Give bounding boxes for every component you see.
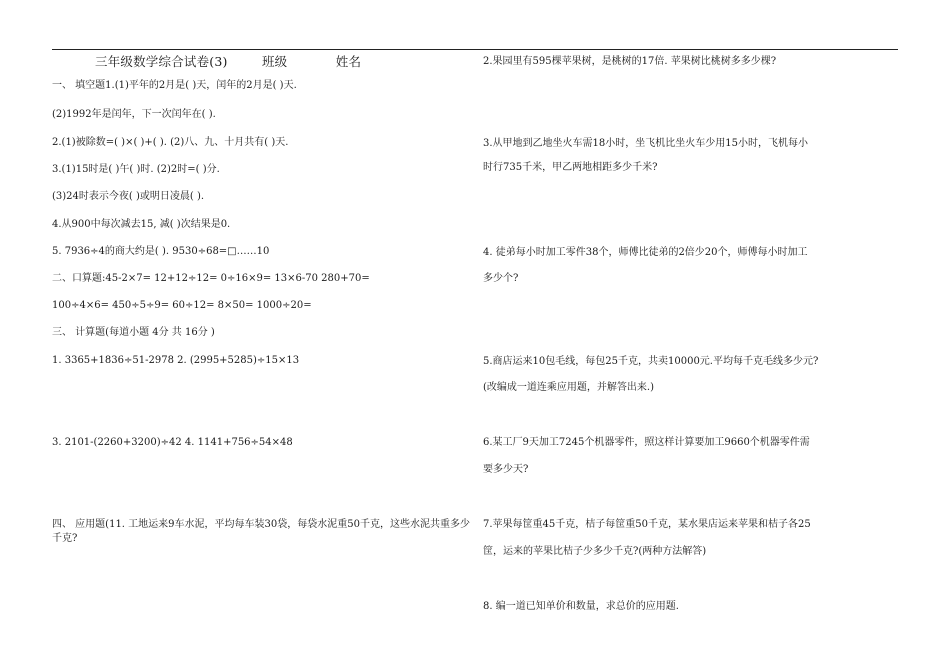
word-problem-2: 2.果园里有595棵苹果树，是桃树的17倍. 苹果树比桃树多多少棵? [483, 56, 777, 67]
fill-blank-q2: 2.(1)被除数=( )×( )+( ). (2)八、九、十月共有( )天. [52, 137, 289, 148]
word-problem-1: 四、 应用题(11. 工地运来9车水泥，平均每车装30袋，每袋水泥重50千克，这些水泥共重多少千克? [52, 519, 470, 544]
calculation-row-1: 1. 3365+1836÷51-2978 2. (2995+5285)÷15×13 [52, 355, 300, 366]
word-problem-4-line-2: 多少个? [483, 273, 519, 284]
fill-blank-q3: 3.(1)15时是( )午( )时. (2)2时=( )分. [52, 164, 220, 175]
word-problem-6-line-2: 要多少天? [483, 464, 529, 475]
word-problem-7-line-2: 筐，运来的苹果比桔子少多少千克?(两种方法解答) [483, 546, 707, 557]
exam-title: 三年级数学综合试卷(3) [95, 54, 228, 69]
mental-math-row-2: 100÷4×6= 450÷5÷9= 60÷12= 8×50= 1000÷20= [52, 300, 312, 311]
fill-blank-q1: 一、 填空题1.(1)平年的2月是( )天，闰年的2月是( )天. [52, 80, 297, 91]
calculation-section-title: 三、 计算题(每道小题 4分 共 16分 ) [52, 327, 215, 338]
word-problem-5-line-1: 5.商店运来10包毛线，每包25千克，共卖10000元.平均每千克毛线多少元? [483, 356, 819, 367]
word-problem-4-line-1: 4. 徒弟每小时加工零件38个，师傅比徒弟的2倍少20个，师傅每小时加工 [483, 247, 808, 258]
word-problem-6-line-1: 6.某工厂9天加工7245个机器零件，照这样计算要加工9660个机器零件需 [483, 437, 810, 448]
top-rule [52, 49, 898, 50]
name-label: 姓名 [335, 54, 362, 69]
class-label: 班级 [261, 54, 288, 69]
mental-math-row-1: 二、口算题:45-2×7= 12+12÷12= 0÷16×9= 13×6-70 280+70= [52, 273, 370, 284]
word-problem-3-line-2: 时行735千米，甲乙两地相距多少千米? [483, 162, 658, 173]
fill-blank-q3-part3: (3)24时表示今夜( )或明日凌晨( ). [52, 191, 205, 202]
word-problem-7-line-1: 7.苹果每筐重45千克，桔子每筐重50千克，某水果店运来苹果和桔子各25 [483, 519, 811, 530]
word-problem-5-line-2: (改编成一道连乘应用题，并解答出来.) [483, 382, 654, 393]
fill-blank-q5: 5. 7936÷4的商大约是( ). 9530÷68=□……10 [52, 246, 270, 257]
fill-blank-q4: 4.从900中每次减去15, 减( )次结果是0. [52, 219, 231, 230]
exam-header [95, 52, 361, 70]
fill-blank-q1-part2: (2)1992年是闰年，下一次闰年在( ). [52, 109, 216, 120]
word-problem-8: 8. 编一道已知单价和数量，求总价的应用题. [483, 601, 679, 612]
calculation-row-2: 3. 2101-(2260+3200)÷42 4. 1141+756÷54×48 [52, 437, 293, 448]
word-problem-3-line-1: 3.从甲地到乙地坐火车需18小时，坐飞机比坐火车少用15小时，飞机每小 [483, 138, 808, 149]
